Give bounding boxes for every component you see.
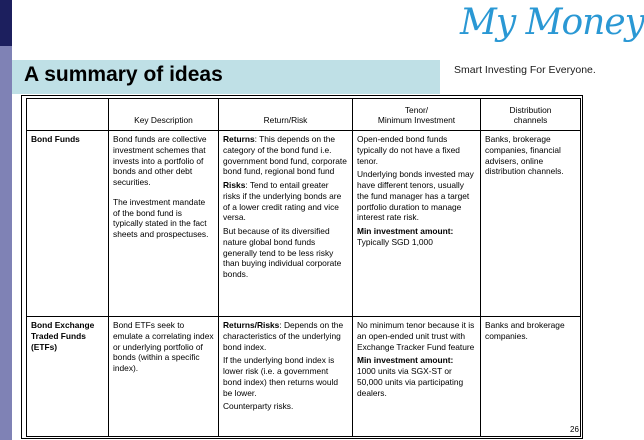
tenor-text: No minimum tenor because it is an open-ended unit trust with Exchange Tracker Fund feature [357, 320, 475, 352]
header-empty [27, 99, 109, 131]
left-accent-bar [0, 0, 12, 440]
description-text: Bond funds are collective investment schemes that invests into a portfolio of bonds and other debt securities. [113, 134, 207, 187]
my-money-logo [448, 2, 644, 80]
row-label-bond-etfs: Bond Exchange Traded Funds (ETFs) [27, 317, 109, 437]
cell-return-risk [219, 131, 353, 317]
tenor-text: Underlying bonds invested may have different tenors, usually the fund manager has a target portfolio duration to manage interest rate risk. [357, 169, 474, 223]
cell-tenor [353, 317, 481, 437]
tenor-text: Open-ended bond funds typically do not have a fixed tenor. [357, 134, 460, 166]
risks-text: : Tend to entail greater risks if the underlying bonds are of a lower credit rating and vice versa. [223, 180, 342, 223]
logo-name: My Money [460, 2, 644, 43]
returns-paragraph [223, 134, 348, 177]
risk-note: Counterparty risks. [223, 401, 294, 412]
table-row [27, 131, 581, 317]
min-investment-value: 1000 units via SGX-ST or 50,000 units via participating dealers. [357, 366, 464, 398]
min-investment-label [357, 226, 476, 237]
left-accent-bar-top [0, 0, 12, 46]
returns-text: : This depends on the category of the bond fund i.e. government bond fund, corporate bond fund, regional bond fund [223, 134, 347, 177]
header-tenor-line1: Tenor/ [404, 104, 429, 115]
header-key-description: Key Description [109, 99, 219, 131]
header-tenor [353, 99, 481, 131]
table-row [27, 317, 581, 437]
risk-note: But because of its diversified nature global bond funds generally tend to be less risky than buying individual corporate bonds. [223, 226, 342, 279]
returns-text: : Depends on the characteristics of the underlying bond index. [223, 320, 344, 352]
table-header-row [27, 99, 581, 131]
header-distribution-line1: Distribution [509, 104, 552, 115]
summary-table [26, 98, 581, 437]
logo-tagline: Smart Investing For Everyone. [454, 64, 596, 76]
min-investment-label [357, 355, 476, 366]
header-return-risk: Return/Risk [219, 99, 353, 131]
cell-tenor [353, 131, 481, 317]
row-label-bond-funds: Bond Funds [27, 131, 109, 317]
header-distribution-line2: channels [513, 115, 548, 126]
cell-return-risk [219, 317, 353, 437]
min-label-text: Min investment amount: [357, 355, 454, 366]
min-label-text: Min investment amount: [357, 226, 454, 236]
description-text: The investment mandate of the bond fund is typically stated in the fact sheets and prospectuses. [113, 196, 209, 239]
returns-label: Returns/Risks [223, 320, 280, 330]
header-distribution [481, 99, 581, 131]
risk-note: If the underlying bond index is lower risk (i.e. a government bond index) then returns would be lower. [223, 355, 338, 398]
cell-description [109, 131, 219, 317]
header-tenor-line2: Minimum Investment [377, 115, 456, 126]
min-investment-value: Typically SGD 1,000 [357, 236, 433, 247]
returns-paragraph [223, 320, 348, 352]
returns-label: Returns [223, 134, 255, 144]
page-number: 26 [570, 425, 579, 434]
cell-distribution: Banks and brokerage companies. [481, 317, 581, 437]
cell-description: Bond ETFs seek to emulate a correlating index or underlying portfolio of bonds (within a specific index). [109, 317, 219, 437]
risks-paragraph [223, 180, 348, 223]
risks-label: Risks [223, 180, 246, 190]
page-title: A summary of ideas [24, 63, 223, 86]
cell-distribution: Banks, brokerage companies, financial advisers, online distribution channels. [481, 131, 581, 317]
